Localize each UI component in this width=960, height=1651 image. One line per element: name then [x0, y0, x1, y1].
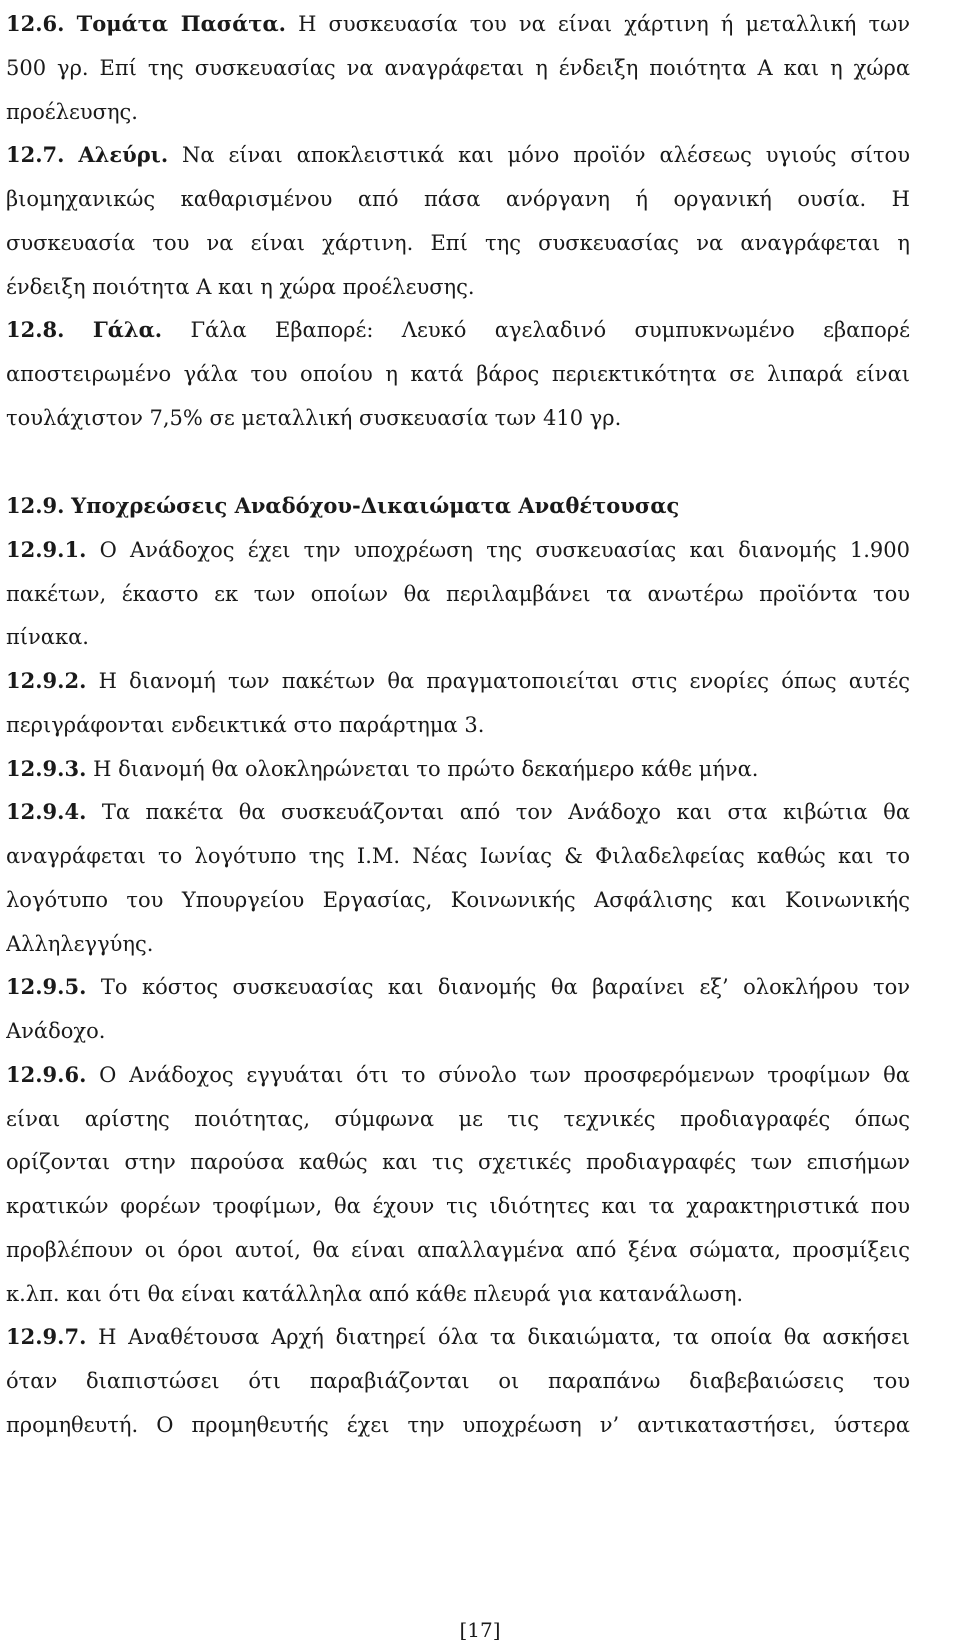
- text-line: Ανάδοχο.: [6, 1019, 106, 1043]
- line-text: Ο Ανάδοχος εγγυάται ότι το σύνολο των προσφερόμενων τροφίμων θα: [99, 1063, 910, 1087]
- section-heading: Γάλα.: [92, 317, 163, 342]
- line-text: Να είναι αποκλειστικά και μόνο προϊόν αλέσεως υγιούς σίτου: [182, 143, 910, 167]
- section-number: 12.9.4.: [6, 799, 87, 824]
- line-text: Γάλα Εβαπορέ: Λευκό αγελαδινό συμπυκνωμένο εβαπορέ: [190, 318, 910, 342]
- text-line: προέλευσης.: [6, 100, 138, 124]
- section-number: 12.7.: [6, 142, 65, 167]
- section-number: 12.9.5.: [6, 974, 87, 999]
- text-line: προμηθευτή. Ο προμηθευτής έχει την υποχρέωση ν’ αντικαταστήσει, ύστερα: [6, 1413, 910, 1437]
- text-line: ένδειξη ποιότητα Α και η χώρα προέλευσης.: [6, 275, 475, 299]
- section-heading-line: [6, 492, 910, 520]
- section-heading: Υποχρεώσεις Αναδόχου-Δικαιώματα Αναθέτουσας: [71, 493, 680, 518]
- line-text: Τα πακέτα θα συσκευάζονται από τον Ανάδοχο και στα κιβώτια θα: [101, 800, 910, 824]
- text-line: [6, 755, 910, 783]
- section-number: 12.9.2.: [6, 668, 87, 693]
- text-line: πακέτων, έκαστο εκ των οποίων θα περιλαμβάνει τα ανωτέρω προϊόντα του: [6, 582, 910, 606]
- text-line: [6, 536, 910, 564]
- text-line: [6, 141, 910, 169]
- section-number: 12.9.: [6, 493, 65, 518]
- line-text: Το κόστος συσκευασίας και διανομής θα βαραίνει εξ’ ολοκλήρου τον: [100, 975, 910, 999]
- section-number: 12.9.7.: [6, 1324, 87, 1349]
- section-number: 12.9.6.: [6, 1062, 87, 1087]
- section-number: 12.9.1.: [6, 537, 87, 562]
- section-number: 12.8.: [6, 317, 65, 342]
- section-heading: Τομάτα Πασάτα.: [76, 11, 286, 36]
- text-line: [6, 973, 910, 1001]
- line-text: Η διανομή των πακέτων θα πραγματοποιείται στις ενορίες όπως αυτές: [98, 669, 910, 693]
- page-number: [17]: [459, 1618, 501, 1642]
- text-line: [6, 1323, 910, 1351]
- text-line: [6, 1061, 910, 1089]
- text-line: κ.λπ. και ότι θα είναι κατάλληλα από κάθε πλευρά για κατανάλωση.: [6, 1282, 744, 1306]
- line-text: Η συσκευασία του να είναι χάρτινη ή μεταλλική των: [298, 12, 910, 36]
- text-line: είναι αρίστης ποιότητας, σύμφωνα με τις τεχνικές προδιαγραφές όπως: [6, 1107, 910, 1131]
- text-line: βιομηχανικώς καθαρισμένου από πάσα ανόργανη ή οργανική ουσία. Η: [6, 187, 910, 211]
- text-line: πίνακα.: [6, 625, 89, 649]
- text-line: [6, 667, 910, 695]
- section-number: 12.9.3.: [6, 756, 87, 781]
- text-line: Αλληλεγγύης.: [6, 932, 154, 956]
- text-line: [6, 798, 910, 826]
- section-heading: Αλεύρι.: [78, 142, 169, 167]
- line-text: Η διανομή θα ολοκληρώνεται το πρώτο δεκαήμερο κάθε μήνα.: [93, 757, 759, 781]
- text-line: [6, 316, 910, 344]
- text-line: όταν διαπιστώσει ότι παραβιάζονται οι παραπάνω διαβεβαιώσεις του: [6, 1369, 910, 1393]
- section-number: 12.6.: [6, 11, 65, 36]
- line-text: Η Αναθέτουσα Αρχή διατηρεί όλα τα δικαιώματα, τα οποία θα ασκήσει: [98, 1325, 910, 1349]
- text-line: 500 γρ. Επί της συσκευασίας να αναγράφεται η ένδειξη ποιότητα Α και η χώρα: [6, 56, 910, 80]
- text-line: κρατικών φορέων τροφίμων, θα έχουν τις ιδιότητες και τα χαρακτηριστικά που: [6, 1194, 910, 1218]
- text-line: αναγράφεται το λογότυπο της Ι.Μ. Νέας Ιωνίας & Φιλαδελφείας καθώς και το: [6, 844, 910, 868]
- text-line: [6, 10, 910, 38]
- text-line: συσκευασία του να είναι χάρτινη. Επί της συσκευασίας να αναγράφεται η: [6, 231, 910, 255]
- line-text: Ο Ανάδοχος έχει την υποχρέωση της συσκευασίας και διανομής 1.900: [99, 538, 910, 562]
- text-line: τουλάχιστον 7,5% σε μεταλλική συσκευασία των 410 γρ.: [6, 406, 622, 430]
- text-line: προβλέπουν οι όροι αυτοί, θα είναι απαλλαγμένα από ξένα σώματα, προσμίξεις: [6, 1238, 910, 1262]
- text-line: ορίζονται στην παρούσα καθώς και τις σχετικές προδιαγραφές των επισήμων: [6, 1150, 910, 1174]
- text-line: αποστειρωμένο γάλα του οποίου η κατά βάρος περιεκτικότητα σε λιπαρά είναι: [6, 362, 910, 386]
- text-line: λογότυπο του Υπουργείου Εργασίας, Κοινωνικής Ασφάλισης και Κοινωνικής: [6, 888, 910, 912]
- text-line: περιγράφονται ενδεικτικά στο παράρτημα 3.: [6, 713, 485, 737]
